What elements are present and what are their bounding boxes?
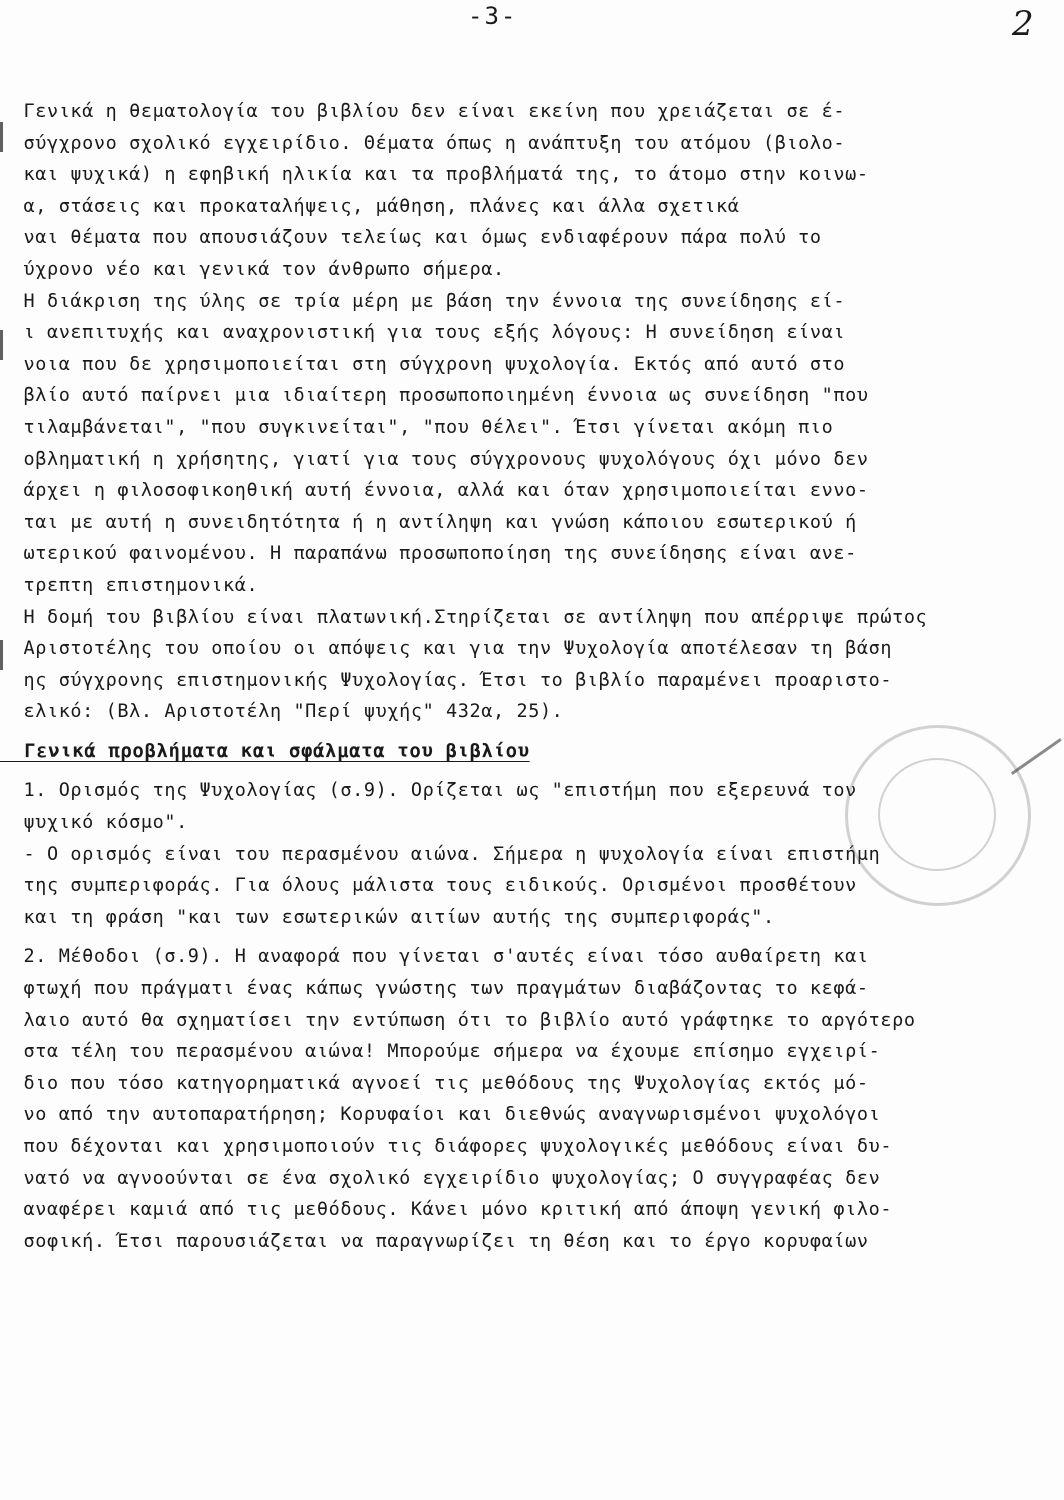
text-line: Η διάκριση της ύλης σε τρία μέρη με βάση την έννοια της συνείδησης εί- [0, 290, 846, 312]
text-line: σύγχρονο σχολικό εγχειρίδιο. Θέματα όπως η ανάπτυξη του ατόμου (βιολο- [0, 132, 846, 154]
text-line: τιλαμβάνεται", "που συγκινείται", "που θέλει". Έτσι γίνεται ακόμη πιο [0, 416, 834, 438]
text-line: ναι θέματα που απουσιάζουν τελείως και όμως ενδιαφέρουν πάρα πολύ το [0, 227, 822, 249]
text-line: νατό να αγνοούνται σε ένα σχολικό εγχειρίδιο ψυχολογίας; Ο συγγραφέας δεν [0, 1167, 881, 1189]
text-line: που δέχονται και χρησιμοποιούν τις διάφορες ψυχολογικές μεθόδους είναι δυ- [0, 1136, 893, 1157]
handwritten-folio-number: 2 [1012, 4, 1034, 44]
text-line: λαιο αυτό θα σχηματίσει την εντύπωση ότι το βιβλίο αυτό γράφτηκε το αργότερο [0, 1009, 916, 1031]
typewritten-body [0, 96, 1064, 1257]
text-line: 1. Ορισμός της Ψυχολογίας (σ.9). Ορίζεται ως "επιστήμη που εξερευνά τον [0, 780, 857, 802]
text-line: βλίο αυτό παίρνει μια ιδιαίτερη προσωποποιημένη έννοια ως συνείδηση "που [0, 385, 869, 407]
text-line: ωτερικού φαινομένου. Η παραπάνω προσωποποίηση της συνείδησης είναι ανε- [0, 543, 857, 565]
text-line: Η δομή του βιβλίου είναι πλατωνική.Στηρίζεται σε αντίληψη που απέρριψε πρώτος [0, 606, 928, 628]
text-line: άρχει η φιλοσοφικοηθική αυτή έννοια, αλλά και όταν χρησιμοποιείται εννο- [0, 480, 869, 502]
text-line: οβληματική η χρήσητης, γιατί για τους σύγχρονους ψυχολόγους όχι μόνο δεν [0, 448, 869, 470]
text-line: - Ο ορισμός είναι του περασμένου αιώνα. Σήμερα η ψυχολογία είναι επιστήμη [0, 843, 881, 865]
margin-mark [0, 330, 15, 360]
margin-mark [0, 122, 15, 152]
text-line: φτωχή που πράγματι ένας κάπως γνώστης των πραγμάτων διαβάζοντας το κεφά- [0, 978, 869, 1000]
text-line: στα τέλη του περασμένου αιώνα! Μπορούμε σήμερα να έχουμε επίσημο εγχειρί- [0, 1041, 881, 1063]
text-line: Αριστοτέλης του οποίου οι απόψεις και για την Ψυχολογία αποτέλεσαν τη βάση [0, 638, 893, 660]
section-heading: Γενικά προβλήματα και σφάλματα του βιβλίου [0, 739, 530, 762]
text-line: ται με αυτή η συνειδητότητα ή η αντίληψη και γνώση κάποιου εσωτερικού ή [0, 511, 857, 533]
text-line: νοια που δε χρησιμοποιείται στη σύγχρονη ψυχολογία. Εκτός από αυτό στο [0, 353, 846, 375]
text-line: αναφέρει καμιά από τις μεθόδους. Κάνει μόνο κριτική από άποψη γενική φιλο- [0, 1199, 893, 1221]
text-line: 2. Μέθοδοι (σ.9). Η αναφορά που γίνεται σ'αυτές είναι τόσο αυθαίρετη και [0, 946, 869, 968]
text-line: της συμπεριφοράς. Για όλους μάλιστα τους ειδικούς. Ορισμένοι προσθέτουν [0, 875, 857, 897]
text-line: τρεπτη επιστημονικά. [0, 574, 259, 596]
text-line: και τη φράση "και των εσωτερικών αιτίων αυτής της συμπεριφοράς". [0, 906, 775, 928]
text-line: ι ανεπιτυχής και αναχρονιστική για τους εξής λόγους: Η συνείδηση είναι [0, 322, 846, 344]
text-line: Γενικά η θεματολογία του βιβλίου δεν είναι εκείνη που χρειάζεται σε έ- [0, 101, 846, 122]
margin-mark [0, 640, 15, 670]
text-line: νο από την αυτοπαρατήρηση; Κορυφαίοι και διεθνώς αναγνωρισμένοι ψυχολόγοι [0, 1104, 881, 1126]
text-line: ψυχικό κόσμο". [0, 812, 188, 834]
text-line: ελικό: (Βλ. Αριστοτέλη "Περί ψυχής" 432α, 25). [0, 701, 564, 723]
text-line: ης σύγχρονης επιστημονικής Ψυχολογίας. Έτσι το βιβλίο παραμένει προαριστο- [0, 669, 893, 691]
text-line: α, στάσεις και προκαταλήψεις, μάθηση, πλάνες και άλλα σχετικά [0, 195, 740, 217]
text-line: ύχρονο νέο και γενικά τον άνθρωπο σήμερα. [0, 258, 505, 280]
page-number: -3- [468, 2, 518, 30]
text-line: σοφική. Έτσι παρουσιάζεται να παραγνωρίζει τη θέση και το έργο κορυφαίων [0, 1230, 869, 1252]
text-line: και ψυχικά) η εφηβική ηλικία και τα προβλήματά της, το άτομο στην κοινω- [0, 164, 869, 186]
text-line: διο που τόσο κατηγορηματικά αγνοεί τις μεθόδους της Ψυχολογίας εκτός μό- [0, 1072, 869, 1094]
